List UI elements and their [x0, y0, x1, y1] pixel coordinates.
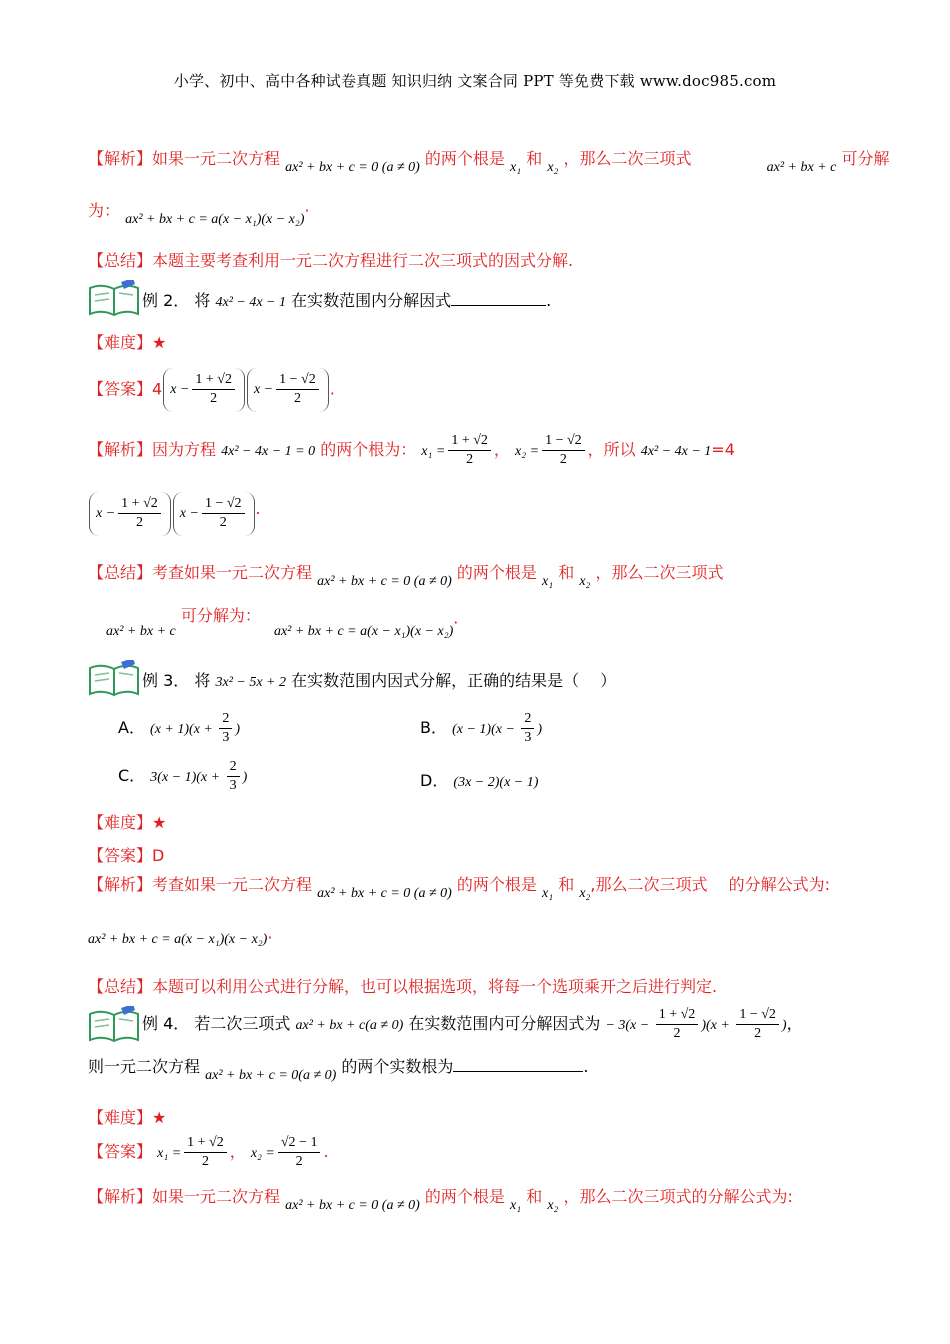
expression: 4x² − 4x − 1 [640, 444, 712, 459]
question-text: 将 [194, 291, 211, 310]
summary-line [88, 248, 573, 271]
quadratic-equation: ax² + bx + c = 0 (a ≠ 0) [317, 574, 452, 589]
factor-formula: ax² + bx + c = a(x − x₁)(x − x₂) [273, 624, 454, 639]
fraction-numerator: 1 + √2 [448, 432, 491, 451]
analysis-text: 为： [88, 201, 121, 220]
answer-blank [451, 291, 546, 306]
analysis-line-2: 为： ax² + bx + c = a(x − x₁)(x − x₂)· [88, 201, 310, 227]
answer-tag: 【答案】 [88, 1142, 153, 1161]
factor-expression: − 3(x − [605, 1018, 653, 1033]
option-b[interactable]: B． (x − 1)(x − $\frac{2}{3}$ ) [420, 711, 543, 745]
root-x2: x₂ [547, 1198, 559, 1213]
fraction-denominator: 2 [466, 452, 474, 467]
analysis-line [88, 872, 830, 901]
analysis-text: 和 [558, 875, 575, 894]
answer-line: 【答案】4 x − $\frac{1 + √2}{2}$ x − $\frac{1 - √2}{2}$ . [88, 368, 335, 412]
root-x1: x₁ = [421, 444, 446, 459]
fraction-denominator: 2 [559, 452, 567, 467]
analysis-text: 的两个根是 [424, 1187, 505, 1206]
fraction-numerator: 1 − √2 [542, 432, 585, 451]
root-x1: x₁ = [157, 1146, 182, 1161]
trinomial: ax² + bx + c(a ≠ 0) [295, 1018, 404, 1033]
difficulty-line [88, 810, 166, 833]
difficulty-tag: 【难度】 [88, 813, 153, 832]
summary-text: 可分解为： [180, 606, 261, 625]
summary-text: 和 [558, 563, 575, 582]
summary-line-2: ax² + bx + c 可分解为： ax² + bx + c = a(x − x₁)(x − x₂)· [106, 606, 459, 639]
star-icon: ★ [152, 1108, 167, 1127]
question-text: . [546, 291, 552, 310]
answer-blank [453, 1057, 583, 1072]
root-x1: x₁ [542, 574, 554, 589]
option-d[interactable]: D． (3x − 2)(x − 1) [420, 771, 539, 790]
summary-line [88, 974, 717, 997]
question-text: 将 [194, 671, 211, 690]
analysis-text: ，那么二次三项式 [563, 149, 692, 168]
question-text: 在实数范围内可分解因式为 [408, 1014, 601, 1033]
analysis-line: 【解析】因为方程 4x² − 4x − 1 = 0 的两个根为： x₁ = $\frac{1 + √2}{2}$ ， x₂ = $\frac{1 - √2}{2}$ ，所以 4x² − 4x − 1=4 [88, 433, 735, 467]
star-icon: ★ [152, 813, 167, 832]
summary-tag: 【总结】 [88, 251, 153, 270]
difficulty-tag: 【难度】 [88, 333, 153, 352]
factor-paren: x − $\frac{1 - √2}{2}$ [173, 492, 255, 536]
analysis-text: ，那么二次三项式的分解公式为: [563, 1187, 793, 1206]
option-a[interactable]: A． (x + 1)(x + $\frac{2}{3}$ ) [118, 711, 241, 745]
root-x1: x₁ [542, 886, 554, 901]
example-4-question: 例 4． 若二次三项式 ax² + bx + c(a ≠ 0) 在实数范围内可分解因式为 − 3(x − $\frac{1 + √2}{2}$ )(x + $\frac{1 - √2}{2}$ )， [142, 1007, 803, 1041]
quadratic-equation: ax² + bx + c = 0 (a ≠ 0) [285, 1198, 420, 1213]
question-text: 在实数范围内分解因式 [291, 291, 452, 310]
analysis-line-2: x − $\frac{1 + √2}{2}$ x − $\frac{1 - √2}{2}$ · [88, 492, 261, 536]
analysis-tag: 【解析】 [88, 149, 153, 168]
expression: 3x² − 5x + 2 [215, 675, 287, 690]
analysis-line-2: ax² + bx + c = a(x − x₁)(x − x₂)· [88, 928, 273, 947]
analysis-tag: 【解析】 [88, 1187, 153, 1206]
root-x2: x₂ [579, 574, 591, 589]
factor-paren: x − $\frac{1 + √2}{2}$ [89, 492, 171, 536]
answer-text: D [152, 846, 165, 865]
equation: 4x² − 4x − 1 = 0 [221, 444, 316, 459]
quadratic-equation: ax² + bx + c = 0 (a ≠ 0) [317, 886, 452, 901]
analysis-text: 的两个根为： [320, 440, 417, 459]
answer-tag: 【答案】 [88, 379, 153, 399]
root-x2: x₂ = [250, 1146, 275, 1161]
expression: 4x² − 4x − 1 [215, 295, 287, 310]
analysis-text: ,那么二次三项式 的分解公式为: [590, 875, 830, 894]
difficulty-tag: 【难度】 [88, 1108, 153, 1127]
factor-formula: ax² + bx + c = a(x − x₁)(x − x₂) [88, 932, 268, 947]
summary-text: 考查如果一元二次方程 [152, 563, 313, 582]
star-icon: ★ [152, 333, 167, 352]
summary-text: 本题可以利用公式进行分解，也可以根据选项，将每一个选项乘开之后进行判定. [152, 977, 718, 996]
analysis-line-1 [88, 146, 890, 175]
question-text: 在实数范围内因式分解，正确的结果是（ ） [291, 671, 617, 690]
analysis-text: 的两个根是 [456, 875, 537, 894]
example-2-question [142, 288, 551, 311]
root-x2: x₂ [579, 886, 591, 901]
answer-text: 4 [152, 379, 163, 399]
question-text: 则一元二次方程 [88, 1057, 201, 1076]
page-header: 小学、初中、高中各种试卷真题 知识归纳 文案合同 PPT 等免费下载 www.doc985.com [173, 72, 777, 90]
answer-tag: 【答案】 [88, 846, 153, 865]
root-x2: x₂ = [515, 444, 540, 459]
book-icon [88, 1006, 140, 1042]
analysis-text: 可分解 [841, 149, 890, 168]
analysis-tag: 【解析】 [88, 440, 153, 459]
example-label: 例 3． [142, 671, 190, 690]
analysis-text: 考查如果一元二次方程 [152, 875, 313, 894]
factor-paren: x − $\frac{1 + √2}{2}$ [163, 368, 245, 412]
question-text: 的两个实数根为 [341, 1057, 454, 1076]
book-icon [88, 280, 140, 316]
trinomial: ax² + bx + c [766, 160, 837, 175]
summary-tag: 【总结】 [88, 977, 153, 996]
example-label: 例 4． [142, 1014, 190, 1033]
analysis-text: 的两个根是 [424, 149, 505, 168]
root-x1: x₁ [510, 160, 522, 175]
summary-tag: 【总结】 [88, 563, 153, 582]
summary-text: 本题主要考查利用一元二次方程进行二次三项式的因式分解. [152, 251, 574, 270]
analysis-text: =4 [711, 440, 735, 459]
answer-line [88, 843, 164, 866]
option-c[interactable]: C． 3(x − 1)(x + $\frac{2}{3}$ ) [118, 759, 248, 793]
quadratic-equation: ax² + bx + c = 0 (a ≠ 0) [285, 160, 420, 175]
analysis-text: 如果一元二次方程 [152, 149, 281, 168]
summary-text: 的两个根是 [456, 563, 537, 582]
example-label: 例 2． [142, 291, 190, 310]
summary-text: ，那么二次三项式 [595, 563, 724, 582]
book-icon [88, 660, 140, 696]
analysis-text: 因为方程 [152, 440, 217, 459]
analysis-text: 和 [526, 149, 543, 168]
difficulty-line [88, 1105, 166, 1128]
example-3-question [142, 668, 616, 691]
summary-line [88, 560, 724, 589]
root-x2: x₂ [547, 160, 559, 175]
answer-line: 【答案】 x₁ = $\frac{1 + √2}{2}$ ， x₂ = $\frac{√2 - 1}{2}$ . [88, 1135, 329, 1169]
analysis-text: 和 [526, 1187, 543, 1206]
root-x1: x₁ [510, 1198, 522, 1213]
question-text: 若二次三项式 [194, 1014, 291, 1033]
trinomial: ax² + bx + c [106, 624, 176, 639]
difficulty-line [88, 330, 166, 353]
factor-formula: ax² + bx + c = a(x − x₁)(x − x₂) [125, 212, 305, 227]
quadratic-equation: ax² + bx + c = 0(a ≠ 0) [205, 1068, 337, 1083]
analysis-line [88, 1184, 793, 1213]
analysis-tag: 【解析】 [88, 875, 153, 894]
analysis-text: ，所以 [587, 440, 636, 459]
factor-paren: x − $\frac{1 - √2}{2}$ [247, 368, 329, 412]
analysis-text: 如果一元二次方程 [152, 1187, 281, 1206]
example-4-question-line-2: 则一元二次方程 ax² + bx + c = 0(a ≠ 0) 的两个实数根为 . [88, 1057, 589, 1083]
